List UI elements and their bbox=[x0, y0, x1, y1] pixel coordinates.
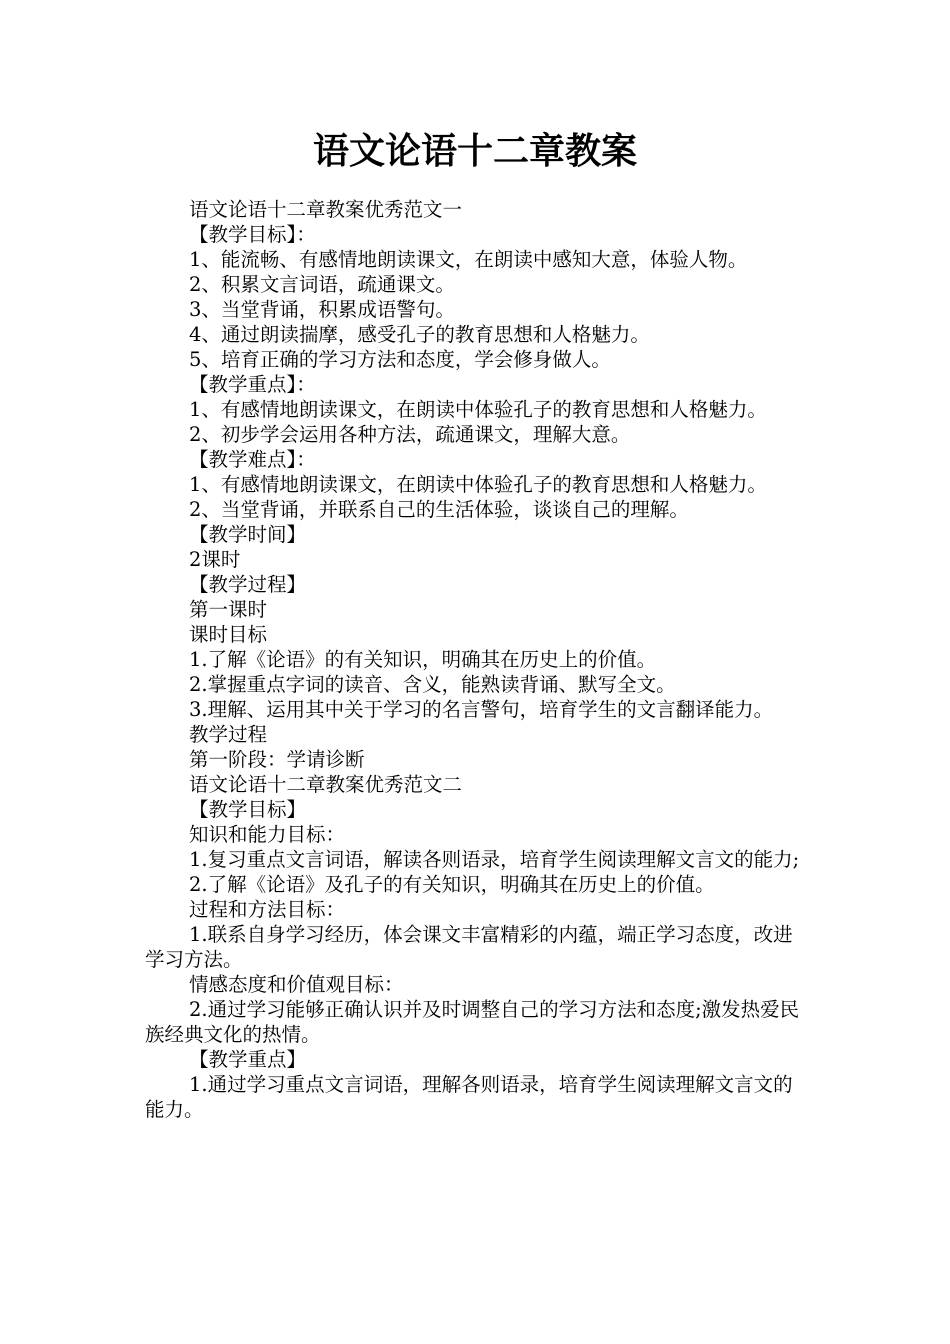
paragraph: 1.了解《论语》的有关知识，明确其在历史上的价值。 bbox=[189, 648, 657, 671]
paragraph: 【教学难点】： bbox=[189, 448, 316, 471]
paragraph: 2.掌握重点字词的读音、含义，能熟读背诵、默写全文。 bbox=[189, 673, 676, 696]
paragraph: 2.了解《论语》及孔子的有关知识，明确其在历史上的价值。 bbox=[189, 873, 715, 896]
paragraph: 【教学过程】 bbox=[189, 573, 307, 596]
paragraph: 5、培育正确的学习方法和态度，学会修身做人。 bbox=[189, 348, 611, 371]
paragraph: 【教学目标】： bbox=[189, 223, 316, 246]
paragraph: 2.通过学习能够正确认识并及时调整自己的学习方法和态度;激发热爱民族经典文化的热情。 bbox=[145, 998, 800, 1046]
paragraph: 2、初步学会运用各种方法，疏通课文，理解大意。 bbox=[189, 423, 631, 446]
paragraph: 情感态度和价值观目标： bbox=[189, 973, 404, 996]
paragraph: 2课时 bbox=[189, 548, 241, 571]
paragraph: 语文论语十二章教案优秀范文二 bbox=[189, 773, 463, 796]
paragraph: 【教学重点】： bbox=[189, 373, 316, 396]
paragraph: 课时目标 bbox=[189, 623, 268, 646]
paragraph: 【教学时间】 bbox=[189, 523, 307, 546]
paragraph: 2、积累文言词语，疏通课文。 bbox=[189, 273, 455, 296]
document-body bbox=[145, 197, 810, 1122]
paragraph: 第一课时 bbox=[189, 598, 268, 621]
paragraph: 过程和方法目标： bbox=[189, 898, 346, 921]
paragraph: 教学过程 bbox=[189, 723, 268, 746]
paragraph: 1、有感情地朗读课文，在朗读中体验孔子的教育思想和人格魅力。 bbox=[189, 473, 767, 496]
paragraph: 语文论语十二章教案优秀范文一 bbox=[189, 198, 463, 221]
paragraph: 3、当堂背诵，积累成语警句。 bbox=[189, 298, 455, 321]
paragraph: 【教学重点】 bbox=[189, 1048, 307, 1071]
paragraph: 1.通过学习重点文言词语，理解各则语录，培育学生阅读理解文言文的能力。 bbox=[145, 1073, 793, 1121]
paragraph: 知识和能力目标： bbox=[189, 823, 346, 846]
paragraph: 1.联系自身学习经历，体会课文丰富精彩的内蕴，端正学习态度，改进学习方法。 bbox=[145, 923, 793, 971]
paragraph: 【教学目标】 bbox=[189, 798, 307, 821]
paragraph: 4、通过朗读揣摩，感受孔子的教育思想和人格魅力。 bbox=[189, 323, 650, 346]
document-title: 语文论语十二章教案 bbox=[312, 131, 637, 172]
paragraph: 第一阶段：学请诊断 bbox=[189, 748, 365, 771]
paragraph: 1、能流畅、有感情地朗读课文，在朗读中感知大意，体验人物。 bbox=[189, 248, 748, 271]
paragraph: 1、有感情地朗读课文，在朗读中体验孔子的教育思想和人格魅力。 bbox=[189, 398, 767, 421]
paragraph: 3.理解、运用其中关于学习的名言警句，培育学生的文言翻译能力。 bbox=[189, 698, 774, 721]
paragraph: 2、当堂背诵，并联系自己的生活体验，谈谈自己的理解。 bbox=[189, 498, 689, 521]
paragraph: 1.复习重点文言词语，解读各则语录，培育学生阅读理解文言文的能力; bbox=[189, 848, 800, 871]
